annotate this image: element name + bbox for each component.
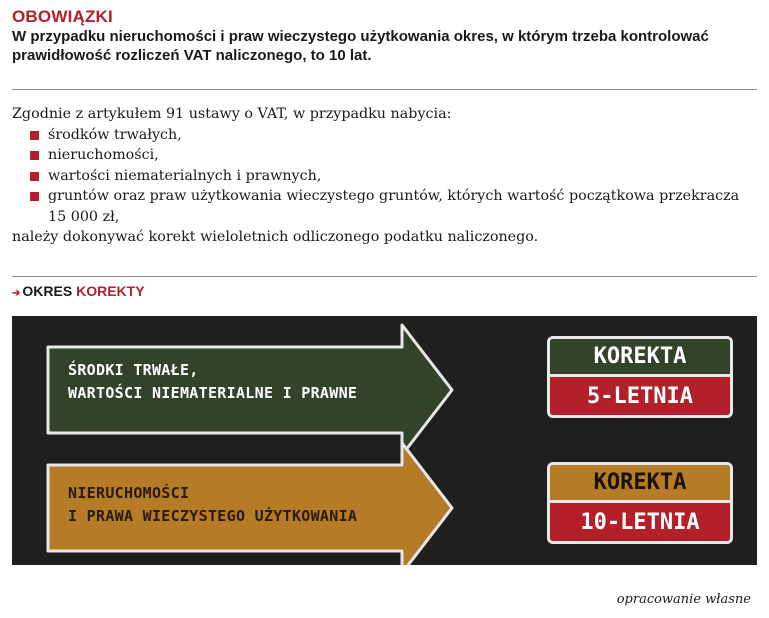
list-item-text: gruntów oraz praw użytkowania wieczystego gruntów, których wartość początkowa przekracza 15 000 zł, — [48, 188, 740, 225]
arrow1-line2: WARTOŚCI NIEMATERIALNE I PRAWNE — [68, 384, 358, 402]
section-title-part1: OKRES — [22, 283, 73, 299]
divider-top — [12, 89, 757, 90]
list-item — [30, 145, 757, 166]
box2-top: KOREKTA — [550, 465, 730, 503]
source-note: opracowanie własne — [616, 592, 751, 607]
body-intro: Zgodnie z artykułem 91 ustawy o VAT, w przypadku nabycia: — [12, 106, 452, 122]
section-title-part2: KOREKTY — [76, 283, 145, 299]
arrow1-line1: ŚRODKI TRWAŁE, — [68, 361, 199, 379]
arrow2-line2: I PRAWA WIECZYSTEGO UŻYTKOWANIA — [68, 507, 358, 525]
arrow2-label — [68, 482, 357, 528]
lead-text: W przypadku nieruchomości i praw wieczystego użytkowania okres, w którym trzeba kontrolować prawidłowość rozliczeń VAT naliczonego, to 10 lat. — [12, 28, 709, 64]
bullet-list — [12, 125, 757, 228]
box1-bottom: 5-LETNIA — [550, 377, 730, 415]
list-item — [30, 166, 757, 187]
box1-top: KOREKTA — [550, 339, 730, 377]
section-arrow-icon: ➔ — [12, 288, 21, 299]
korekta-box-10 — [547, 462, 733, 544]
list-item-text: wartości niematerialnych i prawnych, — [48, 167, 322, 184]
body-closing: należy dokonywać korekt wieloletnich odliczonego podatku naliczonego. — [12, 229, 539, 245]
bullet-square-icon — [30, 192, 39, 201]
body-text — [12, 104, 757, 248]
list-item — [30, 186, 757, 227]
arrow1-label — [68, 359, 357, 405]
bullet-square-icon — [30, 151, 39, 160]
list-item-text: nieruchomości, — [48, 147, 159, 163]
diagram-panel — [12, 316, 757, 565]
box2-bottom: 10-LETNIA — [550, 503, 730, 541]
divider-middle — [12, 276, 757, 277]
arrow2-line1: NIERUCHOMOŚCI — [68, 484, 190, 502]
list-item — [30, 125, 757, 146]
bullet-square-icon — [30, 131, 39, 140]
header-label: OBOWIĄZKI — [12, 7, 113, 26]
korekta-box-5 — [547, 336, 733, 418]
bullet-square-icon — [30, 172, 39, 181]
section-title — [12, 283, 145, 299]
list-item-text: środków trwałych, — [48, 126, 182, 143]
